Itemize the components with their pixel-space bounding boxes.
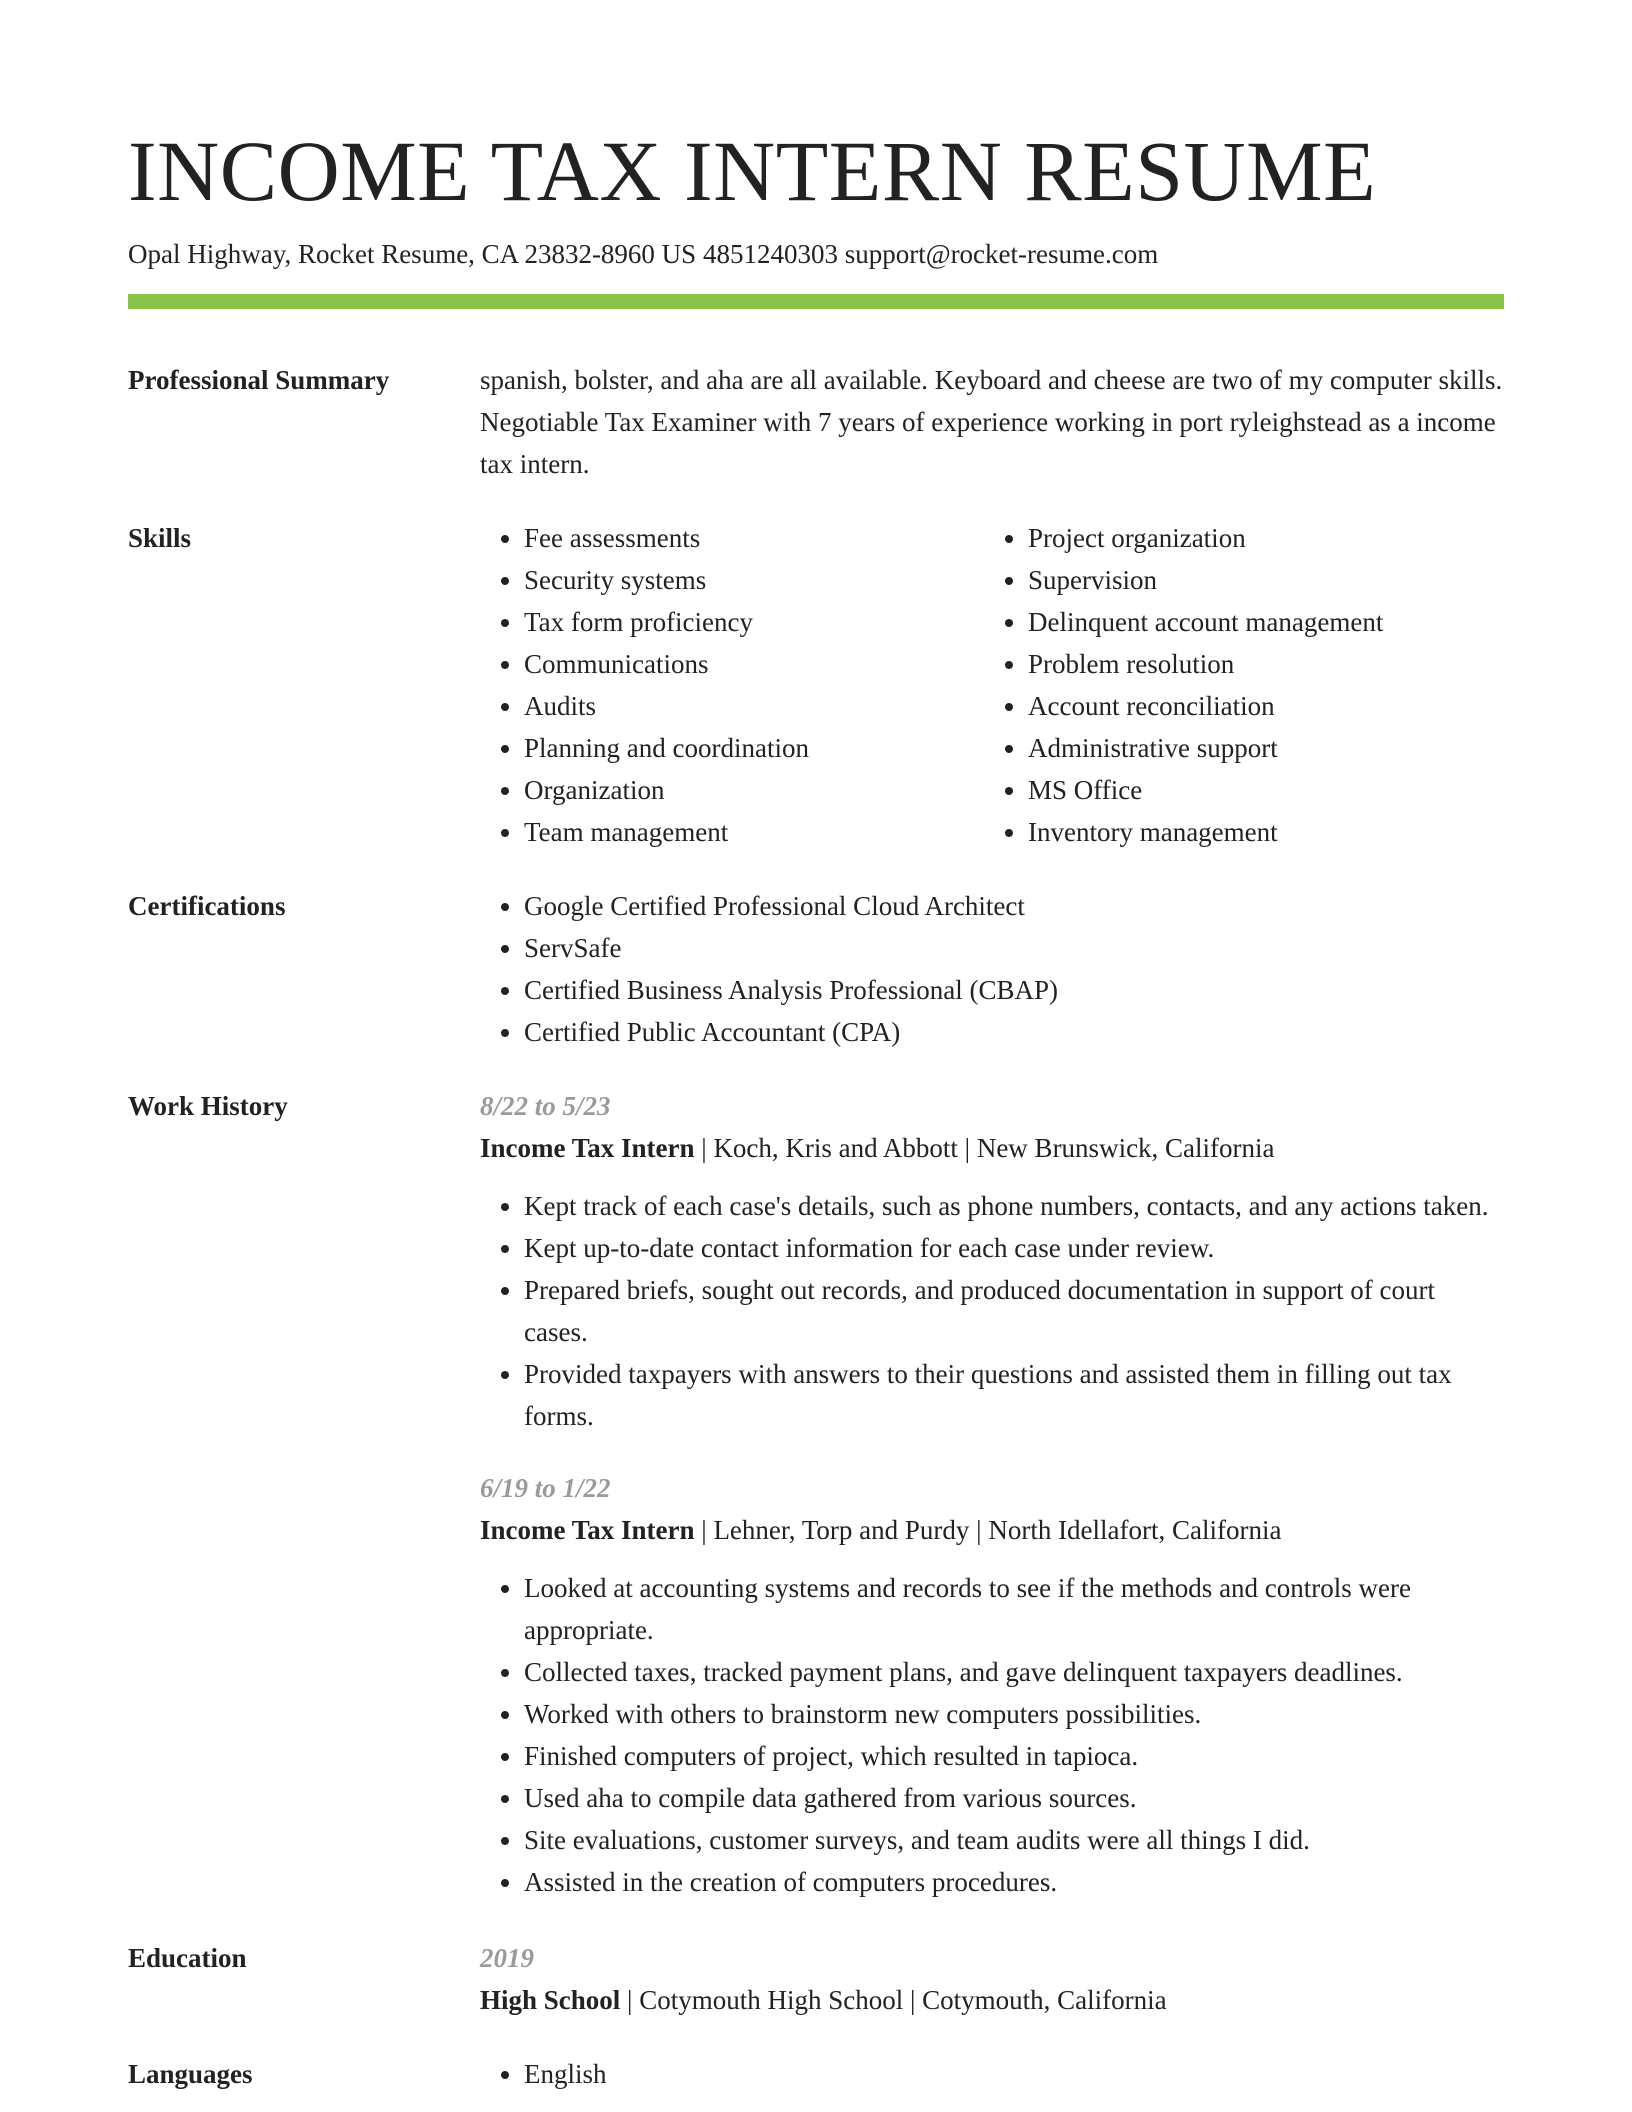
skill-item: • MS Office [1028, 769, 1488, 811]
skills-section [128, 517, 1504, 853]
skills-list-left [480, 517, 984, 853]
job-dates: 6/19 to 1/22 [480, 1473, 611, 1503]
skill-item: • Fee assessments [524, 517, 984, 559]
education-location: Cotymouth, California [922, 1985, 1167, 2015]
skill-item: • Organization [524, 769, 984, 811]
skills-list-right [984, 517, 1488, 853]
education-heading [480, 1979, 1504, 2021]
job-role: Income Tax Intern [480, 1133, 695, 1163]
job-company: Lehner, Torp and Purdy [713, 1515, 970, 1545]
resume-title: INCOME TAX INTERN RESUME [128, 123, 1377, 219]
certifications-list [480, 885, 1504, 1053]
education-separator: | [903, 1985, 923, 2015]
skill-item: • Planning and coordination [524, 727, 984, 769]
job-bullets [480, 1185, 1504, 1437]
work-section [128, 1085, 1504, 1903]
languages-list [480, 2053, 1504, 2095]
skill-item: • Team management [524, 811, 984, 853]
certification-item: • Google Certified Professional Cloud Architect [524, 885, 1504, 927]
languages-label: Languages [128, 2059, 253, 2089]
skill-item: • Administrative support [1028, 727, 1488, 769]
language-item: • English [524, 2053, 1504, 2095]
summary-section [128, 359, 1504, 485]
education-section [128, 1937, 1504, 2021]
education-body [480, 1937, 1504, 2021]
job-separator: | [969, 1515, 989, 1545]
certifications-label: Certifications [128, 891, 286, 921]
job-bullet: • Assisted in the creation of computers procedures. [524, 1861, 1504, 1903]
accent-divider [128, 294, 1504, 309]
job-heading [480, 1127, 1504, 1169]
job-location: North Idellafort, California [988, 1515, 1282, 1545]
skill-item: • Delinquent account management [1028, 601, 1488, 643]
job-bullet: • Site evaluations, customer surveys, and team audits were all things I did. [524, 1819, 1504, 1861]
skills-label: Skills [128, 523, 192, 553]
job-bullet: • Kept track of each case's details, such as phone numbers, contacts, and any actions taken. [524, 1185, 1504, 1227]
education-year: 2019 [480, 1943, 534, 1973]
summary-body [480, 359, 1504, 485]
skills-body [480, 517, 1504, 853]
work-label: Work History [128, 1091, 288, 1121]
summary-label: Professional Summary [128, 365, 390, 395]
certifications-body [480, 885, 1504, 1053]
certification-item: • Certified Public Accountant (CPA) [524, 1011, 1504, 1053]
job-separator: | [694, 1515, 714, 1545]
languages-body [480, 2053, 1504, 2095]
skill-item: • Security systems [524, 559, 984, 601]
skill-item: • Inventory management [1028, 811, 1488, 853]
contact-line: Opal Highway, Rocket Resume, CA 23832-8960 US 4851240303 support@rocket-resume.com [128, 239, 1159, 269]
skill-item: • Audits [524, 685, 984, 727]
skill-item: • Project organization [1028, 517, 1488, 559]
skill-item: • Tax form proficiency [524, 601, 984, 643]
summary-text: spanish, bolster, and aha are all available. Keyboard and cheese are two of my computer skills. Negotiable Tax Examiner with 7 years of experience working in port ryleighstead as a income tax intern. [480, 365, 1503, 479]
skill-item: • Supervision [1028, 559, 1488, 601]
skill-item: • Problem resolution [1028, 643, 1488, 685]
job-entry [480, 1085, 1504, 1437]
job-separator: | [957, 1133, 977, 1163]
job-bullet: • Looked at accounting systems and records to see if the methods and controls were appropriate. [524, 1567, 1504, 1651]
job-bullet: • Collected taxes, tracked payment plans, and gave delinquent taxpayers deadlines. [524, 1651, 1504, 1693]
job-separator: | [694, 1133, 714, 1163]
skill-item: • Account reconciliation [1028, 685, 1488, 727]
education-separator: | [620, 1985, 640, 2015]
skill-item: • Communications [524, 643, 984, 685]
certification-item: • ServSafe [524, 927, 1504, 969]
job-bullet: • Finished computers of project, which resulted in tapioca. [524, 1735, 1504, 1777]
job-bullet: • Worked with others to brainstorm new computers possibilities. [524, 1693, 1504, 1735]
job-bullets [480, 1567, 1504, 1903]
work-body [480, 1085, 1504, 1903]
job-role: Income Tax Intern [480, 1515, 695, 1545]
job-dates: 8/22 to 5/23 [480, 1091, 611, 1121]
languages-section [128, 2053, 1504, 2095]
education-school: Cotymouth High School [639, 1985, 904, 2015]
job-bullet: • Prepared briefs, sought out records, and produced documentation in support of court cases. [524, 1269, 1504, 1353]
job-location: New Brunswick, California [976, 1133, 1275, 1163]
certifications-section [128, 885, 1504, 1053]
job-heading [480, 1509, 1504, 1551]
resume-page [128, 0, 1504, 2095]
job-bullet: • Used aha to compile data gathered from various sources. [524, 1777, 1504, 1819]
certification-item: • Certified Business Analysis Professional (CBAP) [524, 969, 1504, 1011]
job-bullet: • Provided taxpayers with answers to their questions and assisted them in filling out tax forms. [524, 1353, 1504, 1437]
job-company: Koch, Kris and Abbott [713, 1133, 958, 1163]
job-entry [480, 1467, 1504, 1903]
education-label: Education [128, 1943, 247, 1973]
education-degree: High School [480, 1985, 621, 2015]
job-bullet: • Kept up-to-date contact information for each case under review. [524, 1227, 1504, 1269]
